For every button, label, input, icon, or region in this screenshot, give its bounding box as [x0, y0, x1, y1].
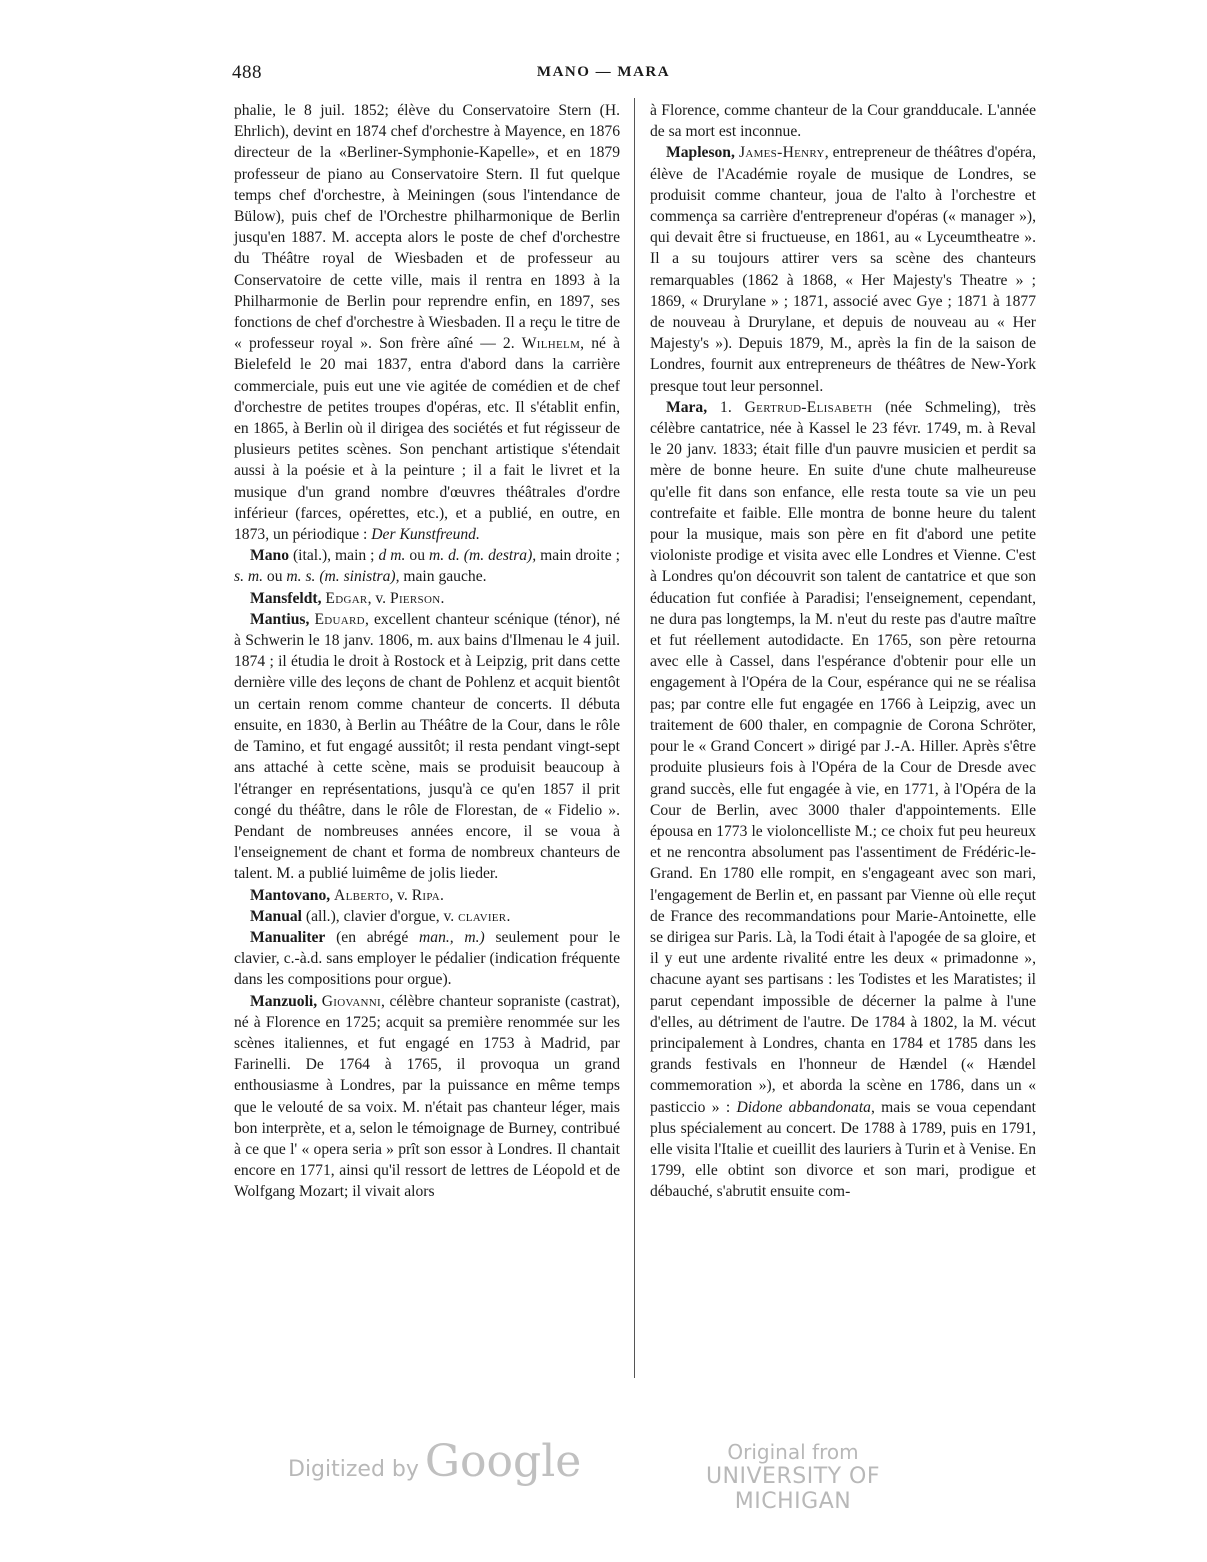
entry-paragraph: Manualiter (en abrégé man., m.) seulement pour le clavier, c.-à.d. sans employer le pédalier (indication fréquente dans les compositions pour orgue).: [234, 928, 620, 989]
entry-paragraph: Mantovano, Alberto, v. Ripa.: [250, 886, 445, 904]
right-column: [650, 100, 1036, 1203]
entry-paragraph: Mano (ital.), main ; d m. ou m. d. (m. destra), main droite ; s. m. ou m. s. (m. sinistra), main gauche.: [234, 547, 620, 586]
entry-paragraph: phalie, le 8 juil. 1852; élève du Conservatoire Stern (H. Ehrlich), devint en 1874 chef d'orchestre à Mayence, en 1876 directeur de la «Berliner-Symphonie-Kapelle», et en 1879 professeur de piano au Conservatoire Stern. Il fut quelque temps chef d'orchestre, à Meiningen (sous l'intendance de Bülow), puis chef de l'Orchestre philharmonique de Berlin jusqu'en 1887. M. accepta alors le poste de chef d'orchestre du Théâtre royal de Wiesbaden et de professeur au Conservatoire de cette ville, mais il rentra en 1893 à la Philharmonie de Berlin pour reprendre enfin, en 1897, ses fonctions de chef d'orchestre à Wiesbaden. Il a reçu le titre de « professeur royal ». Son frère aîné — 2. Wilhelm, né à Bielefeld le 20 mai 1837, entra d'abord dans la carrière commerciale, puis eut une vie agitée de comédien et de chef d'orchestre de petites troupes d'opéras, etc. Il s'établit enfin, en 1865, à Berlin où il dirigea des sociétés et fut régisseur de plusieurs petites scènes. Son penchant artistique s'étendait aussi à la poésie et à la peinture ; il a fait le livret et la musique d'un grand nombre d'œuvres théâtrales d'ordre inférieur (farces, opérettes, etc.), et a publié, en outre, en 1873, un périodique : Der Kunstfreund.: [234, 102, 620, 544]
headword: Mantius,: [250, 610, 310, 628]
headword: Mapleson,: [666, 144, 735, 162]
headword: Mantovano,: [250, 886, 331, 904]
google-logo: Google: [424, 1436, 582, 1487]
entry-paragraph: Manual (all.), clavier d'orgue, v. clavier.: [250, 907, 511, 925]
page-number: 488: [232, 62, 262, 83]
running-head: MANO — MARA: [536, 64, 671, 80]
entry-paragraph: Mara, 1. Gertrud-Elisabeth (née Schmeling), très célèbre cantatrice, née à Kassel le 23 févr. 1749, m. à Reval le 20 janv. 1833; était fille d'un pauvre musicien et perdit sa mère de bonne heure. En suite d'une chute malheureuse qu'elle fit dans son enfance, elle resta toute sa vie un peu contrefaite et faible. Elle montra de bonne heure du talent pour la musique, mais son père en fit d'abord une petite violoniste prodige et visita avec elle Londres et Vienne. C'est à Londres qu'on découvrit son talent de cantatrice et que son éducation fut confiée à Paradisi; l'enseignement, cependant, ne dura pas longtemps, la M. n'eut du reste pas d'autre maître et fut réellement autodidacte. En 1765, son père retourna avec elle à Cassel, dans l'espérance d'obtenir pour elle un engagement à l'Opéra de la Cour, espérance qui ne se réalisa pas; par contre elle fut engagée en 1766 à Leipzig, avec un traitement de 600 thaler, en compagnie de Corona Schröter, pour le « Grand Concert » dirigé par J.-A. Hiller. Après s'être produite plusieurs fois à l'Opéra de la Cour de Dresde avec grand succès, elle fut engagée à vie, en 1771, à l'Opéra de la Cour de Berlin, avec 3000 thaler d'appointements. Elle épousa en 1773 le violoncelliste M.; ce choix fut peu heureux et ne rencontra absolument pas l'assentiment de Frédéric-le-Grand. En 1780 elle rompit, en s'engageant avec son mari, l'engagement de Berlin et, en passant par Vienne où elle reçut de France des recommandations pour Marie-Antoinette, elle se dirigea sur Paris. Là, la Todi était à l'apogée de sa gloire, et il y eut une ardente rivalité entre les deux « primadonne », chacune ayant ses partisans : les Todistes et les Maratistes; il parut cependant impossible de décerner la palme à l'une d'elles, au détriment de l'autre. De 1784 à 1802, la M. vécut principalement à Londres, chanta en 1784 et 1785 dans les grands festivals en l'honneur de Hændel (« Hændel commemoration »), et aborda la scène en 1786, dans un « pasticcio » : Didone abbandonata, mais se voua cependant plus spécialement au concert. De 1788 à 1789, puis en 1791, elle visita l'Italie et cueillit des lauriers à Turin et à Venise. En 1799, elle obtint son divorce et son mari, prodigue et débauché, s'abrutit ensuite com-: [650, 398, 1037, 1201]
original-from-watermark: Original from UNIVERSITY OF MICHIGAN: [705, 1440, 881, 1514]
column-rule: [634, 98, 635, 1378]
entry-paragraph: Manzuoli, Giovanni, célèbre chanteur sopraniste (castrat), né à Florence en 1725; acquit sa première renommée sur les scènes italiennes, et fut engagé en 1753 à Madrid, par Farinelli. De 1764 à 1765, il provoqua un grand enthousiasme à Londres, par la puissance en même temps que le velouté de sa voix. M. n'était pas chanteur léger, mais bon interprète, et a, selon le témoignage de Burney, contribué à ce que l' « opera seria » prît son essor à Londres. Il chantait encore en 1771, ainsi qu'il ressort de lettres de Léopold et de Wolfgang Mozart; il vivait alors: [234, 992, 620, 1201]
headword: Mano: [250, 547, 289, 565]
left-column: [234, 100, 620, 1203]
entry-paragraph: Mapleson, James-Henry, entrepreneur de théâtres d'opéra, élève de l'Académie royale de musique de Londres, se produisit comme chanteur, joua de l'alto à l'orchestre et commença sa carrière d'entrepreneur d'opéras (« manager »), qui devait être si fructueuse, en 1861, au « Lyceumtheatre ». Il a su toujours attirer vers sa scène des chanteurs remarquables (1862 à 1868, « Her Majesty's Theatre » ; 1869, « Drurylane » ; 1871, associé avec Gye ; 1871 à 1877 de nouveau à Drurylane, et depuis de nouveau au « Her Majesty's »). Depuis 1879, M., après la fin de la saison de Londres, fournit aux entrepreneurs de théâtres de New-York presque tout leur personnel.: [650, 144, 1036, 395]
headword: Mara,: [666, 398, 708, 416]
entry-paragraph: à Florence, comme chanteur de la Cour grandducale. L'année de sa mort est inconnue.: [650, 102, 1036, 141]
headword: Manual: [250, 907, 302, 925]
headword: Mansfeldt,: [250, 589, 322, 607]
entry-paragraph: Mantius, Eduard, excellent chanteur scénique (ténor), né à Schwerin le 18 janv. 1806, m. aux bains d'Ilmenau le 4 juil. 1874 ; il étudia le droit à Rostock et à Leipzig, prit dans cette dernière ville des leçons de chant de Pohlenz et acquit bientôt un certain renom comme chanteur de concerts. Il débuta ensuite, en 1830, à Berlin au Théâtre de la Cour, dans le rôle de Tamino, et fut engagé aussitôt; il resta pendant vingt-sept ans attaché à cette scène, mais se produisit beaucoup à l'étranger en représentations, jusqu'à ce qu'en 1857 il prit congé du théâtre, dans le rôle de Florestan, de « Fidelio ». Pendant de nombreuses années encore, il se voua à l'enseignement de chant et forma de nombreux chanteurs de talent. M. a publié luimême de jolis lieder.: [234, 610, 620, 883]
headword: Manzuoli,: [250, 992, 318, 1010]
headword: Manualiter: [250, 928, 326, 946]
digitized-by-google-watermark: Digitized by Google: [288, 1436, 582, 1487]
entry-paragraph: Mansfeldt, Edgar, v. Pierson.: [250, 589, 445, 607]
